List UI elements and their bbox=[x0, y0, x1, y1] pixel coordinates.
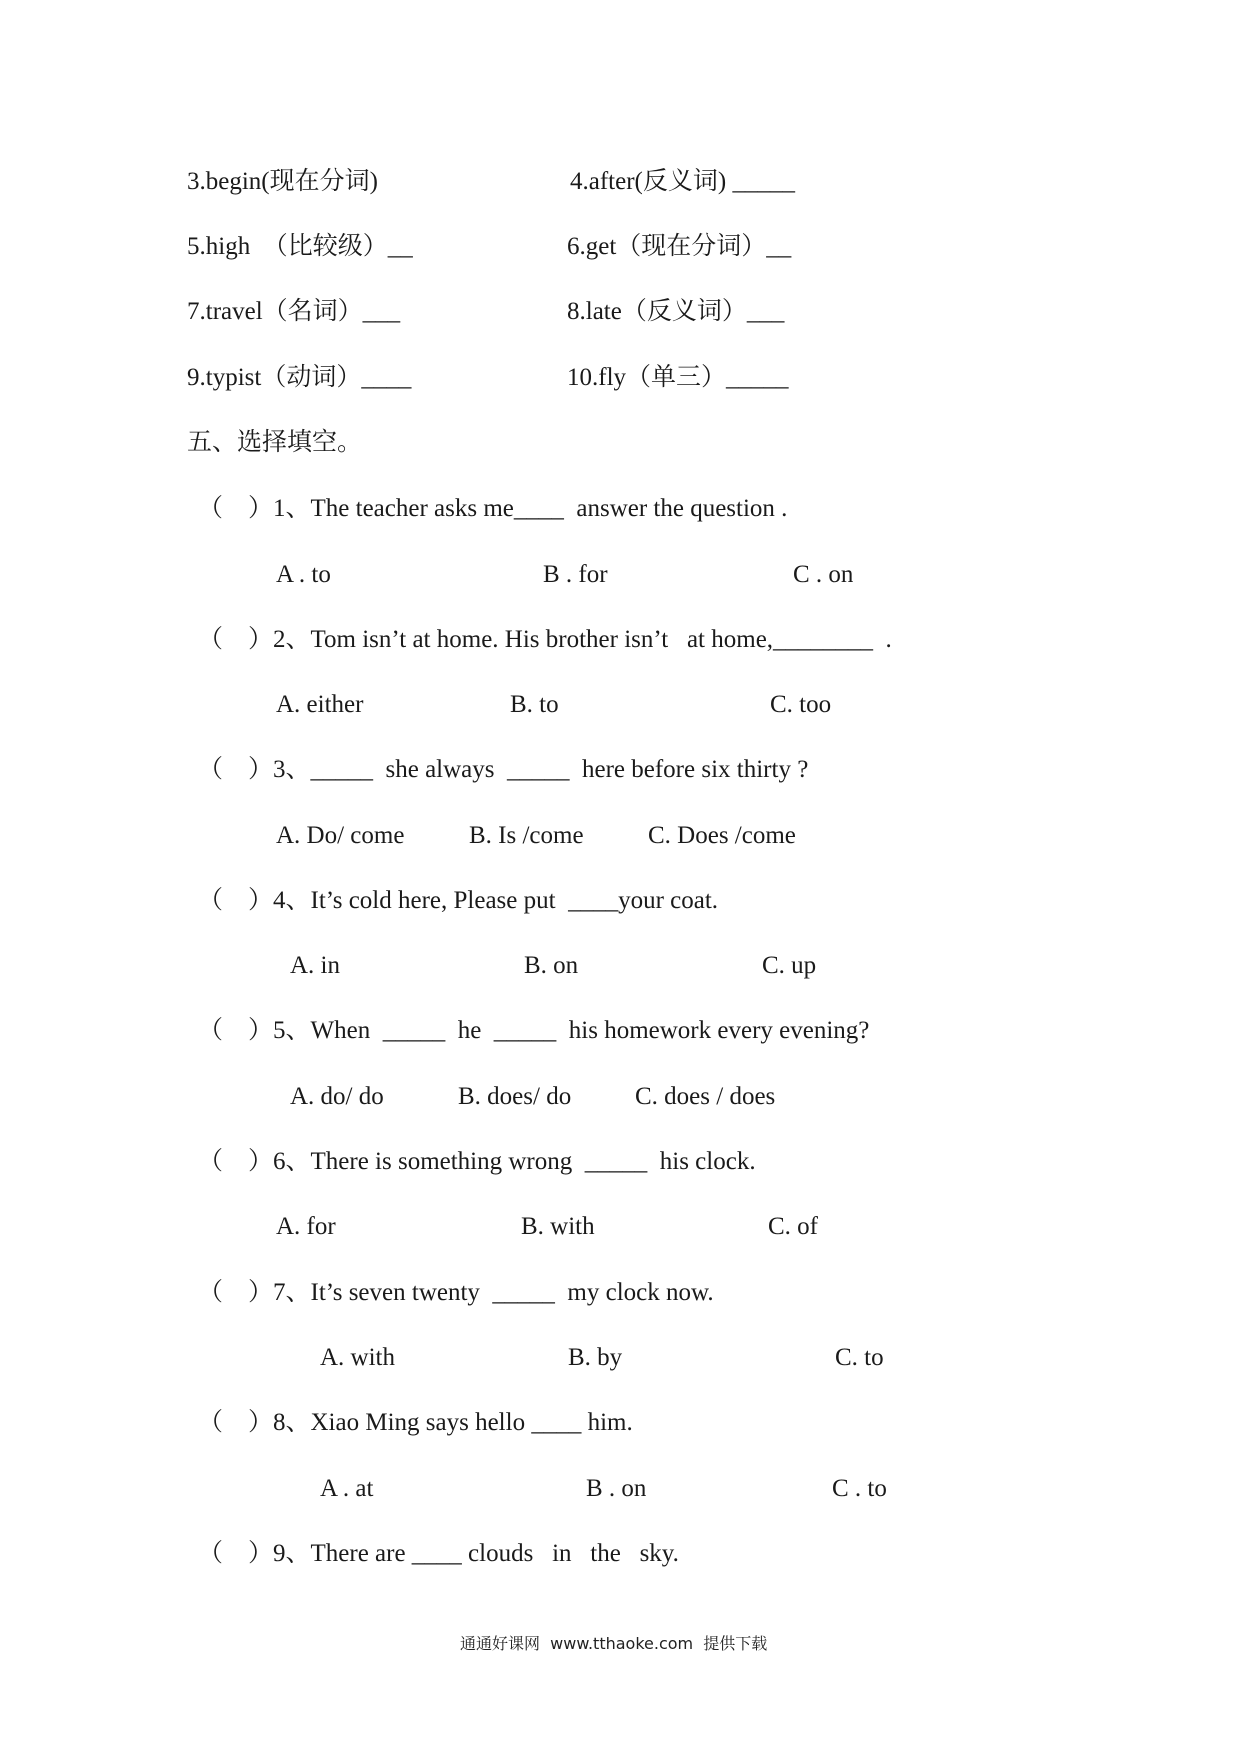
option-a: A. either bbox=[276, 691, 364, 718]
option-b: B. with bbox=[521, 1213, 595, 1240]
word-form-item: 10.fly（单三）_____ bbox=[567, 364, 789, 391]
section-heading: 五、选择填空。 bbox=[187, 429, 363, 456]
option-a: A . at bbox=[320, 1475, 374, 1502]
option-c: C. Does /come bbox=[648, 822, 796, 849]
option-c: C. too bbox=[770, 691, 832, 718]
question-stem: （ ）9、There are ____ clouds in the sky. bbox=[198, 1540, 679, 1567]
word-form-item: 5.high （比较级）__ bbox=[187, 233, 413, 260]
option-a: A. Do/ come bbox=[276, 822, 405, 849]
question-stem: （ ）2、Tom isn’t at home. His brother isn’t at home,________ . bbox=[198, 626, 892, 653]
option-a: A. with bbox=[320, 1344, 395, 1371]
option-a: A. in bbox=[290, 952, 340, 979]
option-b: B. Is /come bbox=[469, 822, 584, 849]
option-c: C. does / does bbox=[635, 1083, 776, 1110]
word-form-item: 4.after(反义词) _____ bbox=[570, 168, 795, 195]
option-b: B . on bbox=[586, 1475, 647, 1502]
question-stem: （ ）5、When _____ he _____ his homework every evening? bbox=[198, 1017, 870, 1044]
word-form-item: 7.travel（名词）___ bbox=[187, 298, 401, 325]
option-c: C . on bbox=[793, 561, 854, 588]
question-stem: （ ）3、_____ she always _____ here before six thirty ? bbox=[198, 756, 809, 783]
option-a: A . to bbox=[276, 561, 331, 588]
question-stem: （ ）1、The teacher asks me____ answer the question . bbox=[198, 495, 788, 522]
option-c: C. up bbox=[762, 952, 817, 979]
option-c: C. of bbox=[768, 1213, 818, 1240]
word-form-item: 6.get（现在分词）__ bbox=[567, 233, 792, 260]
option-b: B. by bbox=[568, 1344, 623, 1371]
option-b: B . for bbox=[543, 561, 608, 588]
question-stem: （ ）4、It’s cold here, Please put ____your coat. bbox=[198, 887, 719, 914]
option-b: B. on bbox=[524, 952, 579, 979]
word-form-item: 3.begin(现在分词) bbox=[187, 168, 378, 195]
page-footer: 通通好课网 www.tthaoke.com 提供下载 bbox=[460, 1634, 768, 1653]
question-stem: （ ）8、Xiao Ming says hello ____ him. bbox=[198, 1409, 633, 1436]
option-c: C. to bbox=[835, 1344, 884, 1371]
question-stem: （ ）7、It’s seven twenty _____ my clock now. bbox=[198, 1279, 714, 1306]
option-b: B. does/ do bbox=[458, 1083, 572, 1110]
option-a: A. do/ do bbox=[290, 1083, 384, 1110]
word-form-item: 8.late（反义词）___ bbox=[567, 298, 785, 325]
question-stem: （ ）6、There is something wrong _____ his clock. bbox=[198, 1148, 756, 1175]
option-a: A. for bbox=[276, 1213, 336, 1240]
option-c: C . to bbox=[832, 1475, 887, 1502]
option-b: B. to bbox=[510, 691, 559, 718]
word-form-item: 9.typist（动词）____ bbox=[187, 364, 412, 391]
